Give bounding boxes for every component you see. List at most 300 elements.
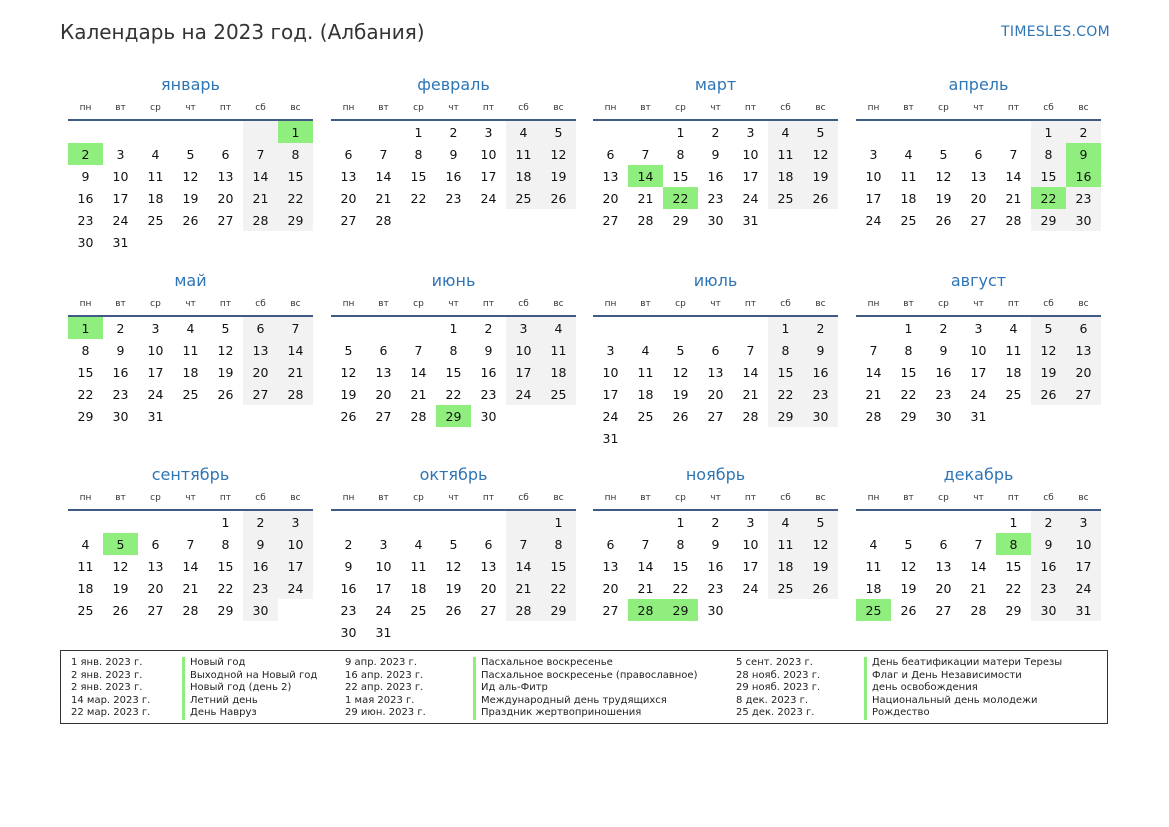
- day-cell: 18: [768, 165, 803, 187]
- day-cell: 17: [742, 168, 759, 184]
- weekday-label: сб: [1043, 493, 1054, 503]
- weekday-label: пн: [79, 299, 92, 309]
- day-cell: 26: [1031, 383, 1066, 405]
- holiday-date: 14 мар. 2023 г.: [71, 694, 151, 706]
- day-cell: 13: [970, 168, 987, 184]
- day-cell: 20: [935, 580, 952, 596]
- day-cell: 30: [480, 408, 497, 424]
- day-cell: 25: [1005, 386, 1022, 402]
- day-cell: 5: [541, 121, 576, 143]
- month-name: март: [694, 75, 737, 94]
- day-cell: 7: [186, 536, 195, 552]
- day-cell: 6: [243, 317, 278, 339]
- empty-day-cell: [138, 231, 173, 253]
- day-cell: 5: [449, 536, 458, 552]
- days-grid: [593, 317, 838, 449]
- weekday-label: пн: [604, 299, 617, 309]
- weekday-label: чт: [710, 493, 721, 503]
- weekday-label: пн: [342, 299, 355, 309]
- weekday-header: [856, 293, 1101, 315]
- day-cell: 30: [707, 212, 724, 228]
- days-grid: [856, 511, 1101, 621]
- month-7: [593, 269, 838, 449]
- empty-day-cell: [891, 121, 926, 143]
- day-cell: 26: [803, 577, 838, 599]
- holiday-name: Праздник жертвоприношения: [481, 707, 642, 719]
- legend-names-list: [473, 657, 697, 720]
- brand-link[interactable]: TIMESLES.COM: [1001, 24, 1110, 40]
- day-cell: 18: [77, 580, 94, 596]
- day-cell: 17: [147, 364, 164, 380]
- empty-day-cell: [68, 121, 103, 143]
- month-4: [856, 73, 1101, 231]
- day-cell: 9: [711, 536, 720, 552]
- day-cell: 13: [602, 558, 619, 574]
- day-cell: 18: [1005, 364, 1022, 380]
- day-cell: 9: [449, 146, 458, 162]
- day-cell: 18: [506, 165, 541, 187]
- weekday-label: вс: [1078, 299, 1089, 309]
- month-6: [331, 269, 576, 427]
- holiday-name: Новый год (день 2): [190, 682, 292, 694]
- weekday-label: сб: [255, 299, 266, 309]
- day-cell: 15: [445, 364, 462, 380]
- day-cell: 28: [278, 383, 313, 405]
- day-cell: 10: [602, 364, 619, 380]
- empty-day-cell: [803, 209, 838, 231]
- day-cell: 14: [410, 364, 427, 380]
- day-cell: 6: [1066, 317, 1101, 339]
- day-cell: 7: [641, 146, 650, 162]
- weekday-label: ср: [938, 103, 949, 113]
- empty-day-cell: [803, 599, 838, 621]
- day-cell: 17: [506, 361, 541, 383]
- holiday-legend: [60, 650, 1108, 724]
- day-cell: 3: [746, 124, 755, 140]
- day-cell: 13: [243, 339, 278, 361]
- empty-day-cell: [401, 209, 436, 231]
- day-cell: 14: [628, 165, 663, 187]
- day-cell: 7: [243, 143, 278, 165]
- day-cell: 1: [68, 317, 103, 339]
- empty-day-cell: [856, 317, 891, 339]
- day-cell: 17: [480, 168, 497, 184]
- empty-day-cell: [173, 405, 208, 427]
- day-cell: 26: [112, 602, 129, 618]
- day-cell: 24: [602, 408, 619, 424]
- empty-day-cell: [331, 121, 366, 143]
- empty-day-cell: [331, 317, 366, 339]
- day-cell: 13: [707, 364, 724, 380]
- day-cell: 9: [344, 558, 353, 574]
- day-cell: 18: [410, 580, 427, 596]
- day-cell: 5: [939, 146, 948, 162]
- day-cell: 1: [768, 317, 803, 339]
- day-cell: 24: [970, 386, 987, 402]
- empty-day-cell: [138, 121, 173, 143]
- weekday-label: сб: [1043, 103, 1054, 113]
- day-cell: 2: [803, 317, 838, 339]
- day-cell: 8: [768, 339, 803, 361]
- day-cell: 29: [217, 602, 234, 618]
- day-cell: 2: [711, 124, 720, 140]
- day-cell: 30: [112, 408, 129, 424]
- holiday-date: 29 нояб. 2023 г.: [736, 682, 821, 694]
- day-cell: 17: [112, 190, 129, 206]
- day-cell: 11: [1005, 342, 1022, 358]
- day-cell: 28: [506, 599, 541, 621]
- day-cell: 1: [414, 124, 423, 140]
- day-cell: 12: [803, 143, 838, 165]
- day-cell: 3: [869, 146, 878, 162]
- holiday-date: 2 янв. 2023 г.: [71, 669, 143, 681]
- empty-day-cell: [768, 209, 803, 231]
- day-cell: 17: [742, 558, 759, 574]
- month-name: июнь: [431, 271, 476, 290]
- day-cell: 5: [186, 146, 195, 162]
- day-cell: 16: [480, 364, 497, 380]
- month-name: июль: [693, 271, 738, 290]
- weekday-label: вс: [290, 299, 301, 309]
- weekday-label: пн: [867, 103, 880, 113]
- day-cell: 17: [865, 190, 882, 206]
- day-cell: 21: [742, 386, 759, 402]
- empty-day-cell: [961, 121, 996, 143]
- day-cell: 7: [506, 533, 541, 555]
- day-cell: 20: [243, 361, 278, 383]
- day-cell: 25: [768, 187, 803, 209]
- month-name: май: [174, 271, 207, 290]
- day-cell: 27: [707, 408, 724, 424]
- day-cell: 10: [375, 558, 392, 574]
- day-cell: 11: [768, 533, 803, 555]
- empty-day-cell: [278, 405, 313, 427]
- day-cell: 25: [182, 386, 199, 402]
- day-cell: 21: [506, 577, 541, 599]
- weekday-label: пт: [482, 493, 495, 503]
- weekday-label: вс: [553, 103, 564, 113]
- day-cell: 21: [865, 386, 882, 402]
- day-cell: 15: [672, 168, 689, 184]
- day-cell: 12: [217, 342, 234, 358]
- day-cell: 4: [81, 536, 90, 552]
- day-cell: 27: [375, 408, 392, 424]
- day-cell: 8: [449, 342, 458, 358]
- day-cell: 19: [935, 190, 952, 206]
- holiday-name: Флаг и День Независимости: [872, 669, 1022, 681]
- day-cell: 12: [541, 143, 576, 165]
- day-cell: 15: [217, 558, 234, 574]
- weekday-label: сб: [780, 493, 791, 503]
- empty-day-cell: [173, 511, 208, 533]
- day-cell: 23: [480, 386, 497, 402]
- empty-day-cell: [243, 121, 278, 143]
- holiday-name: День беатификации матери Терезы: [872, 657, 1063, 668]
- day-cell: 8: [414, 146, 423, 162]
- day-cell: 18: [865, 580, 882, 596]
- day-cell: 4: [768, 511, 803, 533]
- weekday-header: [593, 293, 838, 315]
- day-cell: 25: [77, 602, 94, 618]
- day-cell: 23: [1031, 577, 1066, 599]
- day-cell: 4: [1009, 320, 1018, 336]
- day-cell: 23: [707, 190, 724, 206]
- day-cell: 22: [217, 580, 234, 596]
- day-cell: 9: [484, 342, 493, 358]
- empty-day-cell: [541, 405, 576, 427]
- day-cell: 20: [480, 580, 497, 596]
- empty-day-cell: [733, 599, 768, 621]
- weekday-label: пн: [867, 299, 880, 309]
- day-cell: 29: [663, 599, 698, 621]
- day-cell: 6: [484, 536, 493, 552]
- empty-day-cell: [506, 621, 541, 643]
- day-cell: 2: [243, 511, 278, 533]
- day-cell: 16: [77, 190, 94, 206]
- weekday-label: вс: [815, 299, 826, 309]
- day-cell: 5: [221, 320, 230, 336]
- day-cell: 23: [1066, 187, 1101, 209]
- weekday-label: вт: [115, 103, 126, 113]
- day-cell: 12: [340, 364, 357, 380]
- empty-day-cell: [541, 209, 576, 231]
- day-cell: 3: [1066, 511, 1101, 533]
- weekday-label: чт: [973, 103, 984, 113]
- day-cell: 11: [506, 143, 541, 165]
- day-cell: 11: [900, 168, 917, 184]
- weekday-label: вт: [378, 493, 389, 503]
- day-cell: 9: [711, 146, 720, 162]
- day-cell: 3: [746, 514, 755, 530]
- day-cell: 25: [541, 383, 576, 405]
- day-cell: 20: [217, 190, 234, 206]
- day-cell: 17: [375, 580, 392, 596]
- day-cell: 1: [221, 514, 230, 530]
- day-cell: 8: [904, 342, 913, 358]
- weekday-header: [331, 487, 576, 509]
- empty-day-cell: [471, 511, 506, 533]
- day-cell: 12: [900, 558, 917, 574]
- weekday-label: пт: [482, 299, 495, 309]
- weekday-label: вс: [1078, 103, 1089, 113]
- day-cell: 27: [147, 602, 164, 618]
- day-cell: 30: [935, 408, 952, 424]
- day-cell: 31: [112, 234, 129, 250]
- day-cell: 2: [449, 124, 458, 140]
- empty-day-cell: [698, 317, 733, 339]
- day-cell: 26: [803, 187, 838, 209]
- holiday-date: 2 янв. 2023 г.: [71, 682, 143, 694]
- days-grid: [68, 317, 313, 427]
- weekday-label: ср: [675, 299, 686, 309]
- day-cell: 19: [803, 555, 838, 577]
- empty-day-cell: [1066, 405, 1101, 427]
- holiday-date: 9 апр. 2023 г.: [345, 657, 417, 668]
- legend-dates-column: [345, 657, 426, 720]
- day-cell: 16: [707, 558, 724, 574]
- day-cell: 14: [182, 558, 199, 574]
- day-cell: 13: [217, 168, 234, 184]
- holiday-date: 16 апр. 2023 г.: [345, 669, 424, 681]
- legend-names-list: [182, 657, 317, 720]
- day-cell: 17: [1066, 555, 1101, 577]
- weekday-label: сб: [255, 493, 266, 503]
- empty-day-cell: [366, 511, 401, 533]
- holiday-name: Ид аль-Фитр: [481, 682, 548, 694]
- day-cell: 6: [151, 536, 160, 552]
- day-cell: 28: [628, 599, 663, 621]
- day-cell: 22: [768, 383, 803, 405]
- day-cell: 17: [602, 386, 619, 402]
- weekday-header: [856, 487, 1101, 509]
- empty-day-cell: [243, 231, 278, 253]
- empty-day-cell: [628, 121, 663, 143]
- day-cell: 19: [445, 580, 462, 596]
- weekday-header: [331, 97, 576, 119]
- weekday-label: пт: [219, 299, 232, 309]
- day-cell: 13: [602, 168, 619, 184]
- weekday-label: вт: [378, 103, 389, 113]
- weekday-label: ср: [675, 493, 686, 503]
- month-8: [856, 269, 1101, 427]
- empty-day-cell: [436, 209, 471, 231]
- day-cell: 21: [375, 190, 392, 206]
- day-cell: 27: [970, 212, 987, 228]
- weekday-header: [856, 97, 1101, 119]
- weekday-label: вс: [553, 299, 564, 309]
- day-cell: 7: [869, 342, 878, 358]
- day-cell: 30: [340, 624, 357, 640]
- day-cell: 14: [375, 168, 392, 184]
- day-cell: 3: [116, 146, 125, 162]
- day-cell: 18: [541, 361, 576, 383]
- weekday-label: вс: [1078, 493, 1089, 503]
- day-cell: 10: [742, 146, 759, 162]
- day-cell: 15: [768, 361, 803, 383]
- day-cell: 6: [939, 536, 948, 552]
- day-cell: 10: [970, 342, 987, 358]
- day-cell: 21: [182, 580, 199, 596]
- day-cell: 24: [506, 383, 541, 405]
- empty-day-cell: [803, 427, 838, 449]
- day-cell: 4: [869, 536, 878, 552]
- day-cell: 7: [379, 146, 388, 162]
- weekday-label: пт: [482, 103, 495, 113]
- holiday-date: 29 июн. 2023 г.: [345, 707, 426, 719]
- day-cell: 15: [1005, 558, 1022, 574]
- day-cell: 4: [768, 121, 803, 143]
- weekday-label: чт: [710, 103, 721, 113]
- empty-day-cell: [208, 231, 243, 253]
- day-cell: 1: [278, 121, 313, 143]
- day-cell: 14: [970, 558, 987, 574]
- day-cell: 29: [278, 209, 313, 231]
- day-cell: 23: [112, 386, 129, 402]
- holiday-date: 22 мар. 2023 г.: [71, 707, 151, 719]
- legend-dates-column: [71, 657, 150, 720]
- day-cell: 14: [865, 364, 882, 380]
- day-cell: 28: [742, 408, 759, 424]
- day-cell: 22: [672, 580, 689, 596]
- day-cell: 6: [606, 536, 615, 552]
- empty-day-cell: [1031, 405, 1066, 427]
- day-cell: 9: [939, 342, 948, 358]
- day-cell: 13: [1066, 339, 1101, 361]
- empty-day-cell: [138, 511, 173, 533]
- empty-day-cell: [278, 231, 313, 253]
- day-cell: 12: [803, 533, 838, 555]
- weekday-label: ср: [938, 299, 949, 309]
- weekday-label: пн: [867, 493, 880, 503]
- days-grid: [68, 121, 313, 253]
- day-cell: 28: [375, 212, 392, 228]
- day-cell: 22: [541, 577, 576, 599]
- day-cell: 1: [1009, 514, 1018, 530]
- day-cell: 21: [637, 580, 654, 596]
- day-cell: 24: [480, 190, 497, 206]
- day-cell: 31: [742, 212, 759, 228]
- day-cell: 1: [676, 124, 685, 140]
- empty-day-cell: [698, 427, 733, 449]
- day-cell: 22: [1031, 187, 1066, 209]
- day-cell: 5: [904, 536, 913, 552]
- day-cell: 2: [68, 143, 103, 165]
- day-cell: 27: [935, 602, 952, 618]
- month-name: октябрь: [419, 465, 488, 484]
- weekday-label: пт: [1007, 493, 1020, 503]
- weekday-label: чт: [448, 103, 459, 113]
- day-cell: 10: [480, 146, 497, 162]
- empty-day-cell: [331, 511, 366, 533]
- empty-day-cell: [506, 405, 541, 427]
- day-cell: 28: [970, 602, 987, 618]
- empty-day-cell: [366, 121, 401, 143]
- weekday-label: пн: [604, 103, 617, 113]
- day-cell: 22: [663, 187, 698, 209]
- day-cell: 20: [970, 190, 987, 206]
- weekday-label: ср: [675, 103, 686, 113]
- day-cell: 23: [243, 577, 278, 599]
- day-cell: 6: [711, 342, 720, 358]
- day-cell: 8: [541, 533, 576, 555]
- day-cell: 23: [935, 386, 952, 402]
- day-cell: 6: [344, 146, 353, 162]
- month-name: сентябрь: [151, 465, 230, 484]
- day-cell: 14: [278, 339, 313, 361]
- empty-day-cell: [173, 121, 208, 143]
- day-cell: 7: [746, 342, 755, 358]
- day-cell: 28: [410, 408, 427, 424]
- day-cell: 19: [900, 580, 917, 596]
- weekday-label: чт: [973, 299, 984, 309]
- day-cell: 10: [506, 339, 541, 361]
- empty-day-cell: [996, 121, 1031, 143]
- day-cell: 13: [480, 558, 497, 574]
- empty-day-cell: [628, 317, 663, 339]
- day-cell: 23: [77, 212, 94, 228]
- day-cell: 27: [243, 383, 278, 405]
- day-cell: 22: [445, 386, 462, 402]
- day-cell: 26: [900, 602, 917, 618]
- day-cell: 5: [344, 342, 353, 358]
- day-cell: 2: [939, 320, 948, 336]
- weekday-label: вт: [903, 103, 914, 113]
- day-cell: 12: [112, 558, 129, 574]
- day-cell: 5: [803, 511, 838, 533]
- day-cell: 24: [278, 577, 313, 599]
- holiday-name: Рождество: [872, 707, 930, 719]
- month-1: [68, 73, 313, 253]
